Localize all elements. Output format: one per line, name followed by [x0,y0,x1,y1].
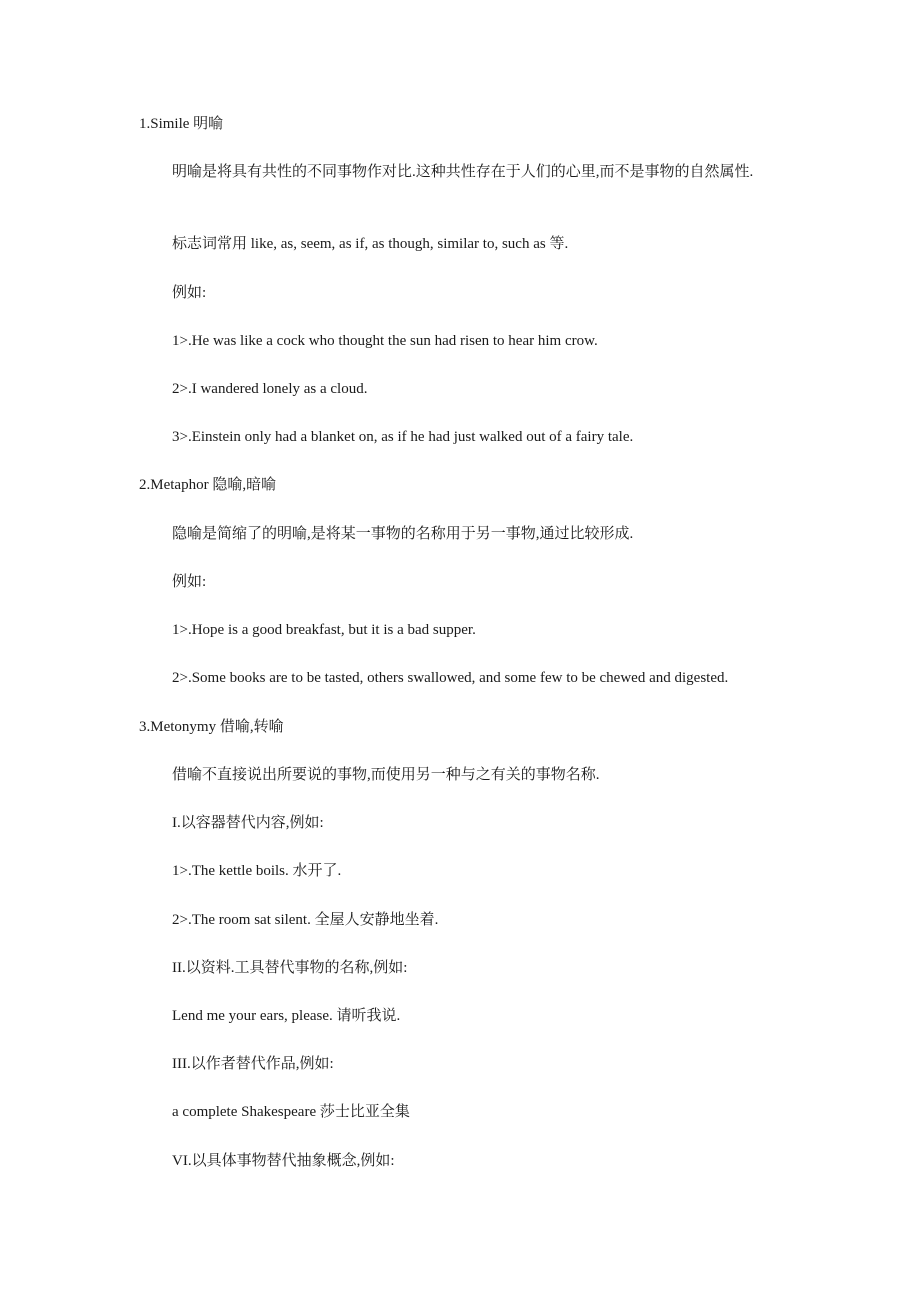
simile-example-2: 2>.I wandered lonely as a cloud. [172,381,368,397]
metonymy-category-1: I.以容器替代内容,例如: [172,815,324,831]
metaphor-example-1: 1>.Hope is a good breakfast, but it is a bad supper. [172,622,476,638]
simile-markers: 标志词常用 like, as, seem, as if, as though, similar to, such as 等. [172,236,569,252]
simile-definition: 明喻是将具有共性的不同事物作对比.这种共性存在于人们的心里,而不是事物的自然属性. [172,164,754,180]
section-heading-metonymy: 3.Metonymy 借喻,转喻 [139,719,284,735]
metonymy-example-4: a complete Shakespeare 莎士比亚全集 [172,1104,410,1120]
metaphor-definition: 隐喻是简缩了的明喻,是将某一事物的名称用于另一事物,通过比较形成. [172,526,634,542]
simile-example-label: 例如: [172,285,207,301]
metonymy-category-4: VI.以具体事物替代抽象概念,例如: [172,1153,395,1169]
metonymy-example-2: 2>.The room sat silent. 全屋人安静地坐着. [172,912,439,928]
section-heading-simile: 1.Simile 明喻 [139,116,224,132]
metonymy-definition: 借喻不直接说出所要说的事物,而使用另一种与之有关的事物名称. [172,767,600,783]
metonymy-example-1: 1>.The kettle boils. 水开了. [172,863,342,879]
metaphor-example-label: 例如: [172,574,207,590]
simile-example-1: 1>.He was like a cock who thought the sun had risen to hear him crow. [172,333,598,349]
simile-example-3: 3>.Einstein only had a blanket on, as if he had just walked out of a fairy tale. [172,429,634,445]
section-heading-metaphor: 2.Metaphor 隐喻,暗喻 [139,477,277,493]
metonymy-example-3: Lend me your ears, please. 请听我说. [172,1008,401,1024]
metonymy-category-3: III.以作者替代作品,例如: [172,1056,334,1072]
metonymy-category-2: II.以资料.工具替代事物的名称,例如: [172,960,408,976]
metaphor-example-2: 2>.Some books are to be tasted, others swallowed, and some few to be chewed and digested. [172,670,729,686]
